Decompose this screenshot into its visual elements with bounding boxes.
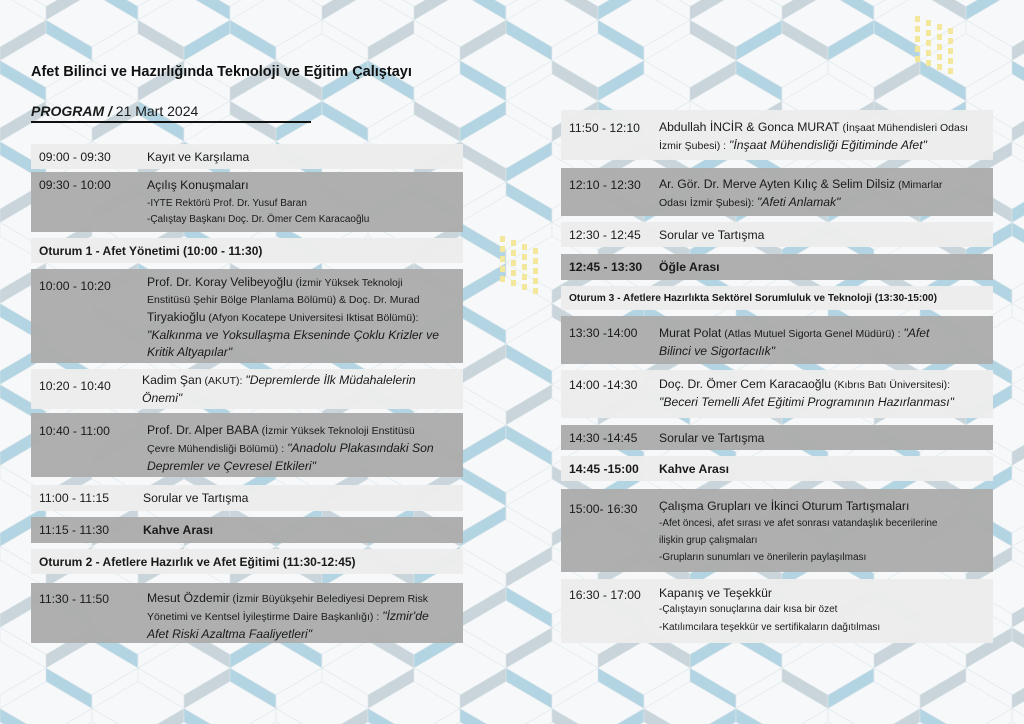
speaker-affiliation: (AKUT):	[201, 375, 246, 387]
row-subitem: -Grupların sunumları ve önerilerin paylaşılması	[659, 552, 867, 563]
schedule-row	[31, 172, 463, 232]
row-subitem: -Katılımcılara teşekkür ve sertifikaların dağıtılması	[659, 622, 881, 633]
talk-title: Afet Riski Azaltma Faaliyetleri"	[147, 627, 313, 641]
building-window	[915, 16, 920, 22]
speaker-name: Doç. Dr. Ömer Cem Karacaoğlu	[659, 377, 832, 391]
talk-title: "Depremlerde İlk Müdahalelerin	[245, 373, 416, 387]
building-window	[948, 48, 953, 54]
schedule-row	[561, 456, 993, 481]
talk-title: "Beceri Temelli Afet Eğitimi Programının Hazırlanması"	[659, 395, 954, 409]
row-subitem: -Afet öncesi, afet sırası ve afet sonrası vatandaşlık becerilerine	[659, 518, 938, 529]
speaker-affiliation: (Atlas Mutuel Sigorta Genel Müdürü) :	[721, 328, 904, 340]
schedule-row	[31, 517, 463, 543]
row-time: 13:30 -14:00	[569, 326, 638, 340]
speaker-affiliation: (İzmir Yüksek Teknoloji Enstitüsü	[258, 425, 415, 437]
row-title: Kahve Arası	[659, 462, 730, 476]
session-title: Oturum 1 - Afet Yönetimi (10:00 - 11:30)	[39, 244, 263, 258]
talk-title: "Afet	[903, 326, 930, 340]
speaker-affiliation: Yönetimi ve Kentsel İyileştirme Daire Başkanlığı) :	[147, 611, 383, 623]
row-title: Kayıt ve Karşılama	[147, 150, 250, 164]
row-time: 14:45 -15:00	[569, 462, 639, 476]
speaker-name: Abdullah İNCİR & Gonca MURAT	[659, 120, 840, 134]
building-window	[522, 274, 527, 280]
row-time: 14:00 -14:30	[569, 378, 638, 392]
building-window	[533, 248, 538, 254]
row-title: Çalışma Grupları ve İkinci Oturum Tartışmaları	[659, 499, 910, 513]
row-time: 16:30 - 17:00	[569, 588, 641, 602]
speaker-affiliation: Çevre Mühendisliği Bölümü) :	[147, 443, 288, 455]
building-window	[926, 20, 931, 26]
speaker-name: Murat Polat	[659, 326, 722, 340]
building-window	[915, 56, 920, 62]
building-window	[937, 44, 942, 50]
building-window	[915, 36, 920, 42]
row-time: 11:30 - 11:50	[39, 592, 110, 606]
row-title: Kapanış ve Teşekkür	[659, 586, 772, 600]
row-time: 11:15 - 11:30	[39, 523, 110, 537]
schedule-row	[561, 222, 993, 247]
row-time: 15:00- 16:30	[569, 502, 638, 516]
building-window	[522, 244, 527, 250]
building-window	[533, 288, 538, 294]
heading-underline	[31, 121, 311, 123]
program-date: 21 Mart 2024	[115, 103, 199, 119]
schedule-row	[561, 168, 993, 216]
schedule-row	[561, 579, 993, 643]
building-window	[948, 38, 953, 44]
building-window	[522, 284, 527, 290]
building-window	[915, 26, 920, 32]
speaker-affiliation: (İnşaat Mühendisleri Odası	[839, 122, 969, 134]
building-window	[937, 24, 942, 30]
row-time: 12:10 - 12:30	[569, 178, 641, 192]
row-title: Sorular ve Tartışma	[143, 491, 249, 505]
row-time: 11:00 - 11:15	[39, 491, 110, 505]
schedule-row	[31, 144, 463, 169]
building-window	[511, 260, 516, 266]
row-title: Sorular ve Tartışma	[659, 431, 765, 445]
talk-title: Önemi"	[142, 391, 183, 405]
row-title: Öğle Arası	[659, 260, 720, 274]
building-window	[926, 50, 931, 56]
building-window	[926, 40, 931, 46]
row-time: 12:30 - 12:45	[569, 228, 641, 242]
speaker-name: Prof. Dr. Alper BABA	[147, 423, 259, 437]
building-window	[937, 34, 942, 40]
building-window	[511, 270, 516, 276]
building-window	[500, 266, 505, 272]
speaker-name: Mesut Özdemir	[147, 591, 230, 605]
row-description	[659, 325, 989, 360]
schedule-row	[561, 254, 993, 280]
talk-title: "Afeti Anlamak"	[757, 195, 841, 209]
row-time: 09:00 - 09:30	[39, 150, 111, 164]
speaker-name: Tiryakioğlu	[147, 310, 206, 324]
session-title: Oturum 3 - Afetlere Hazırlıkta Sektörel Sorumluluk ve Teknoloji (13:30-15:00)	[569, 293, 937, 304]
building-window	[500, 276, 505, 282]
row-time: 10:00 - 10:20	[39, 279, 111, 293]
talk-title: "Anadolu Plakasındaki Son	[287, 441, 434, 455]
schedule-row	[31, 485, 463, 511]
speaker-affiliation: İzmir Şubesi) :	[659, 140, 730, 152]
schedule-row	[561, 110, 993, 160]
talk-title: Bilinci ve Sigortacılık"	[659, 344, 776, 358]
schedule-row	[31, 583, 463, 643]
row-time: 12:45 - 13:30	[569, 260, 643, 274]
session-header	[31, 238, 463, 263]
row-title: Kahve Arası	[143, 523, 214, 537]
row-subitem: -IYTE Rektörü Prof. Dr. Yusuf Baran	[147, 198, 307, 209]
building-window	[915, 46, 920, 52]
building-window	[948, 58, 953, 64]
speaker-affiliation: (Afyon Kocatepe Universitesi Iktisat Bölümü):	[205, 312, 419, 324]
building-window	[511, 250, 516, 256]
building-window	[937, 54, 942, 60]
building-window	[948, 28, 953, 34]
page-title: Afet Bilinci ve Hazırlığında Teknoloji ve Eğitim Çalıştayı	[31, 64, 412, 80]
speaker-affiliation: Enstitüsü Şehir Bölge Planlama Bölümü) & Doç. Dr. Murad	[147, 294, 420, 306]
speaker-name: Kadim Şan	[142, 373, 202, 387]
speaker-affiliation: (Kıbrıs Batı Üniversitesi):	[831, 379, 951, 391]
session-header	[31, 549, 463, 574]
building-window	[500, 246, 505, 252]
schedule-row	[561, 316, 993, 364]
row-subitem: ilişkin grup çalışmaları	[659, 535, 758, 546]
building-window	[500, 236, 505, 242]
schedule-row	[31, 413, 463, 477]
schedule-row	[561, 370, 993, 418]
building-window	[937, 64, 942, 70]
schedule-row	[561, 425, 993, 450]
talk-title: "İzmir'de	[382, 609, 429, 623]
speaker-affiliation: (İzmir Yüksek Teknoloji	[292, 277, 403, 289]
row-time: 14:30 -14:45	[569, 431, 638, 445]
program-label: PROGRAM /	[31, 103, 112, 119]
row-description	[142, 372, 458, 407]
program-heading	[31, 103, 198, 119]
talk-title: "İnşaat Mühendisliği Eğitiminde Afet"	[729, 138, 927, 152]
building-window	[533, 258, 538, 264]
building-window	[948, 68, 953, 74]
talk-title: Kritik Altyapılar"	[147, 345, 233, 359]
row-title: Sorular ve Tartışma	[659, 228, 765, 242]
building-window	[522, 264, 527, 270]
schedule-row	[561, 489, 993, 572]
row-subitem: -Çalıştayın sonuçlarına dair kısa bir özet	[659, 604, 838, 615]
speaker-affiliation: (Mimarlar	[895, 179, 943, 191]
building-window	[500, 256, 505, 262]
speaker-name: Prof. Dr. Koray Velibeyoğlu	[147, 275, 293, 289]
schedule-row	[31, 369, 463, 409]
speaker-affiliation: Odası İzmir Şubesi):	[659, 197, 758, 209]
building-window	[511, 280, 516, 286]
building-window	[926, 60, 931, 66]
row-time: 09:30 - 10:00	[39, 178, 111, 192]
talk-title: "Kalkınma ve Yoksullaşma Ekseninde Çoklu Krizler ve	[147, 328, 439, 342]
row-subitem: -Çalıştay Başkanı Doç. Dr. Ömer Cem Karacaoğlu	[147, 214, 370, 225]
building-window	[511, 240, 516, 246]
row-description	[659, 119, 989, 155]
row-time: 10:20 - 10:40	[39, 379, 111, 393]
speaker-affiliation: (İzmir Büyükşehir Belediyesi Deprem Risk	[229, 593, 429, 605]
building-window	[522, 254, 527, 260]
row-time: 10:40 - 11:00	[39, 424, 110, 438]
schedule-row	[31, 269, 463, 363]
building-window	[926, 30, 931, 36]
row-description	[659, 376, 989, 411]
session-header	[561, 286, 993, 310]
session-title: Oturum 2 - Afetlere Hazırlık ve Afet Eğitimi (11:30-12:45)	[39, 555, 356, 569]
building-window	[533, 278, 538, 284]
row-time: 11:50 - 12:10	[569, 121, 640, 135]
row-description	[659, 176, 989, 212]
row-description	[147, 274, 459, 361]
row-description	[147, 590, 459, 643]
building-window	[533, 268, 538, 274]
speaker-name: Ar. Gör. Dr. Merve Ayten Kılıç & Selim Dilsiz	[659, 177, 896, 191]
row-title: Açılış Konuşmaları	[147, 178, 249, 192]
talk-title: Depremler ve Çevresel Etkileri"	[147, 459, 316, 473]
row-description	[147, 422, 459, 475]
